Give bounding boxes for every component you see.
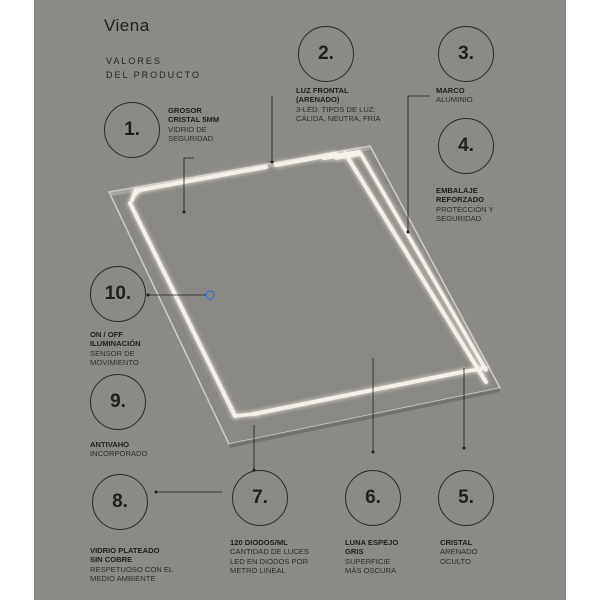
feature-6-title-2: GRIS [345, 547, 364, 557]
feature-number-1: 1. [104, 102, 160, 158]
feature-2-title: LUZ FRONTAL [296, 86, 349, 95]
feature-9-desc: INCORPORADO [90, 449, 148, 459]
feature-6-desc-2: MÁS OSCURA [345, 566, 397, 576]
feature-10-desc-2: MOVIMIENTO [90, 358, 139, 368]
feature-number-3: 3. [438, 26, 494, 82]
feature-label-8 [90, 546, 173, 584]
feature-2-desc-2: CÁLIDA, NEUTRA, FRÍA [296, 114, 381, 124]
feature-5-title: CRISTAL [440, 538, 473, 547]
feature-5-desc: ARENADO [440, 547, 478, 557]
feature-label-6 [345, 538, 398, 576]
subtitle-line-1: VALORES [106, 56, 162, 66]
product-infographic [34, 0, 566, 600]
feature-7-desc-2: LED EN DIODOS POR [230, 556, 309, 566]
feature-8-title-2: SIN COBRE [90, 555, 133, 565]
feature-label-2 [296, 86, 380, 124]
feature-5-desc-2: OCULTO [440, 556, 471, 566]
feature-label-7 [230, 538, 309, 576]
feature-label-3 [436, 86, 473, 105]
feature-label-10 [90, 330, 141, 368]
feature-label-9 [90, 440, 147, 459]
feature-1-title: GROSOR [168, 106, 202, 115]
feature-4-desc: PROTECCIÓN Y [436, 204, 494, 214]
feature-number-6: 6. [345, 470, 401, 526]
feature-8-desc-2: MEDIO AMBIENTE [90, 574, 156, 584]
feature-4-desc-2: SEGURIDAD [436, 214, 482, 224]
feature-6-desc: SUPERFICIE [345, 556, 391, 566]
feature-number-2: 2. [298, 26, 354, 82]
feature-6-title: LUNA ESPEJO [345, 538, 399, 547]
feature-7-title: 120 DIODOS/ML [230, 538, 288, 547]
feature-number-7: 7. [232, 470, 288, 526]
subtitle-line-2: DEL PRODUCTO [106, 70, 202, 80]
feature-label-1 [168, 106, 219, 144]
feature-10-desc: SENSOR DE [90, 348, 135, 358]
feature-3-desc: ALUMINIO [436, 95, 473, 105]
page-title: Viena [104, 16, 150, 35]
feature-2-desc: 3-LED. TIPOS DE LUZ: [296, 104, 376, 114]
feature-10-title-2: ILUMINACIÓN [90, 339, 141, 349]
feature-number-10: 10. [90, 266, 146, 322]
feature-8-title: VIDRIO PLATEADO [90, 546, 160, 555]
feature-1-desc-2: SEGURIDAD [168, 134, 214, 144]
feature-4-title-2: REFORZADO [436, 195, 485, 205]
feature-number-5: 5. [438, 470, 494, 526]
feature-1-title-2: CRISTAL 5MM [168, 115, 220, 125]
feature-1-desc: VIDRIO DE [168, 124, 207, 134]
feature-9-title: ANTIVAHO [90, 440, 130, 449]
feature-label-5 [440, 538, 478, 566]
feature-7-desc: CANTIDAD DE LUCES [230, 547, 309, 557]
feature-label-4 [436, 186, 494, 224]
feature-number-8: 8. [92, 474, 148, 530]
feature-3-title: MARCO [436, 86, 465, 95]
feature-7-desc-3: METRO LINEAL [230, 566, 286, 576]
feature-8-desc: RESPETUOSO CON EL [90, 564, 174, 574]
feature-number-4: 4. [438, 118, 494, 174]
feature-number-9: 9. [90, 374, 146, 430]
feature-2-title-2: (ARENADO) [296, 95, 340, 105]
feature-10-title: ON / OFF [90, 330, 123, 339]
feature-4-title: EMBALAJE [436, 186, 478, 195]
